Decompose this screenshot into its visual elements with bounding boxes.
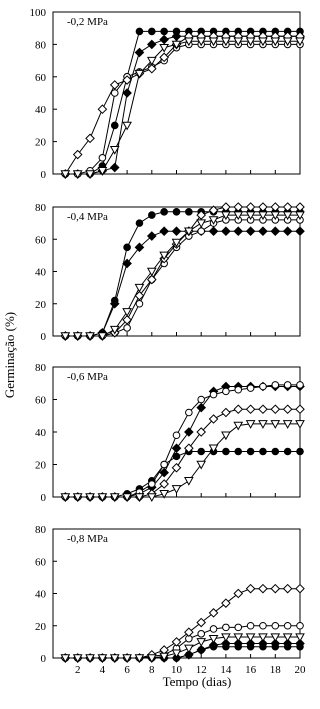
x-axis-title: Tempo (dias): [162, 674, 232, 689]
y-tick-label: 80: [35, 39, 46, 52]
data-point: [197, 639, 205, 646]
data-point: [160, 35, 168, 43]
y-tick-label: 0: [40, 169, 46, 181]
data-point: [271, 227, 279, 235]
series-line: [65, 424, 300, 497]
panel-frame: [53, 207, 300, 336]
x-tick-label: 14: [220, 664, 232, 676]
y-tick-label: 20: [35, 298, 46, 311]
data-point: [272, 448, 279, 455]
data-point: [209, 227, 217, 235]
panel-3: [35, 362, 304, 504]
data-point: [223, 388, 230, 395]
data-point: [247, 227, 255, 235]
y-tick-label: 100: [29, 7, 46, 19]
data-point: [124, 244, 131, 251]
x-tick-label: 20: [294, 664, 305, 676]
data-point: [161, 28, 168, 35]
panel-label: -0,4 MPa: [67, 211, 108, 223]
x-tick-label: 18: [269, 664, 281, 676]
data-point: [172, 638, 180, 646]
data-point: [223, 624, 230, 631]
panel-1: [30, 7, 305, 181]
series-filled-diamond: [61, 227, 304, 340]
data-point: [271, 405, 279, 413]
data-point: [296, 585, 304, 593]
y-tick-label: 60: [35, 234, 46, 247]
series-filled-diamond: [61, 382, 304, 501]
y-tick-label: 40: [35, 104, 46, 117]
data-point: [284, 405, 292, 413]
data-point: [235, 624, 242, 631]
data-point: [260, 622, 267, 629]
x-tick-label: 2: [74, 664, 81, 676]
data-point: [284, 622, 291, 629]
data-point: [284, 448, 291, 455]
data-point: [271, 585, 279, 593]
series-line: [65, 36, 300, 174]
series-open-triangle-down: [61, 421, 304, 501]
data-point: [161, 209, 168, 216]
data-point: [111, 90, 118, 97]
series-open-triangle-down: [61, 38, 304, 178]
y-tick-label: 80: [35, 202, 46, 214]
data-point: [148, 40, 156, 48]
data-point: [98, 105, 106, 113]
panel-label: -0,6 MPa: [67, 371, 108, 383]
data-point: [136, 300, 143, 307]
y-tick-label: 60: [35, 556, 46, 569]
data-point: [99, 155, 106, 162]
data-point: [284, 585, 292, 593]
data-point: [111, 163, 119, 171]
data-point: [247, 448, 254, 455]
data-point: [210, 626, 217, 633]
data-point: [210, 391, 217, 398]
data-point: [223, 448, 230, 455]
panel-4: [35, 524, 304, 665]
data-point: [234, 422, 242, 429]
data-point: [148, 275, 156, 283]
data-point: [173, 432, 180, 439]
data-point: [111, 81, 119, 89]
y-tick-label: 40: [35, 266, 46, 279]
data-point: [173, 209, 180, 216]
data-point: [135, 284, 143, 291]
data-point: [149, 481, 156, 488]
data-point: [297, 622, 304, 629]
data-point: [297, 448, 304, 455]
x-tick-label: 16: [245, 664, 257, 676]
data-point: [272, 382, 279, 389]
panel-label: -0,2 MPa: [67, 16, 108, 28]
data-point: [111, 122, 118, 129]
data-point: [185, 645, 193, 652]
y-tick-label: 60: [35, 71, 46, 84]
data-point: [198, 631, 205, 638]
data-point: [74, 150, 82, 158]
series-line: [65, 387, 300, 498]
y-tick-label: 20: [35, 620, 46, 633]
x-tick-label: 4: [99, 664, 106, 676]
y-axis-title: Germinação (%): [2, 311, 17, 399]
data-point: [260, 448, 267, 455]
series-filled-circle: [62, 448, 303, 500]
data-point: [197, 220, 205, 227]
x-tick-label: 8: [149, 664, 155, 676]
y-tick-label: 60: [35, 394, 46, 407]
data-point: [185, 428, 193, 436]
data-point: [198, 396, 205, 403]
data-point: [173, 486, 181, 493]
data-point: [123, 122, 131, 129]
series-line: [65, 207, 300, 336]
data-point: [284, 382, 291, 389]
series-open-diamond: [61, 203, 304, 340]
y-tick-label: 80: [35, 362, 46, 374]
data-point: [272, 622, 279, 629]
data-point: [136, 28, 143, 35]
data-point: [198, 228, 205, 235]
y-tick-label: 20: [35, 459, 46, 472]
data-point: [172, 444, 180, 452]
data-point: [235, 386, 242, 393]
panel-2: [35, 202, 304, 343]
data-point: [172, 227, 180, 235]
data-point: [198, 448, 205, 455]
data-point: [197, 646, 205, 654]
series-open-circle: [62, 217, 303, 340]
data-point: [234, 227, 242, 235]
data-point: [186, 409, 193, 416]
data-point: [296, 405, 304, 413]
data-point: [186, 209, 193, 216]
data-point: [247, 385, 254, 392]
data-point: [197, 404, 205, 412]
data-point: [136, 220, 143, 227]
data-point: [234, 405, 242, 413]
series-open-diamond: [61, 405, 304, 501]
data-point: [173, 453, 180, 460]
data-point: [259, 405, 267, 413]
data-point: [247, 405, 255, 413]
data-point: [149, 212, 156, 219]
y-tick-label: 0: [40, 492, 46, 504]
data-point: [149, 28, 156, 35]
data-point: [135, 48, 143, 56]
panel-label: -0,8 MPa: [67, 533, 108, 545]
series-filled-diamond: [61, 32, 304, 178]
data-point: [297, 382, 304, 389]
y-tick-label: 0: [40, 653, 46, 665]
series-line: [65, 36, 300, 174]
y-tick-label: 20: [35, 136, 46, 149]
data-point: [222, 227, 230, 235]
data-point: [86, 134, 94, 142]
y-tick-label: 40: [35, 588, 46, 601]
data-point: [172, 464, 180, 472]
data-point: [185, 478, 193, 485]
x-tick-label: 12: [195, 664, 207, 676]
data-point: [259, 585, 267, 593]
data-point: [124, 325, 131, 332]
data-point: [235, 448, 242, 455]
data-point: [222, 408, 230, 416]
data-point: [161, 461, 168, 468]
series-line: [65, 31, 300, 174]
data-point: [247, 585, 255, 593]
data-point: [259, 227, 267, 235]
data-point: [260, 383, 267, 390]
x-tick-label: 6: [124, 664, 130, 676]
data-point: [296, 227, 304, 235]
x-tick-label: 10: [171, 664, 182, 676]
data-point: [160, 227, 168, 235]
series-filled-circle: [62, 28, 303, 177]
series-line: [65, 231, 300, 336]
y-tick-label: 40: [35, 427, 46, 439]
data-point: [284, 227, 292, 235]
data-point: [247, 622, 254, 629]
series-open-diamond: [61, 32, 304, 178]
series-filled-circle: [62, 209, 303, 340]
y-tick-label: 80: [35, 524, 46, 536]
y-tick-label: 0: [40, 331, 46, 343]
